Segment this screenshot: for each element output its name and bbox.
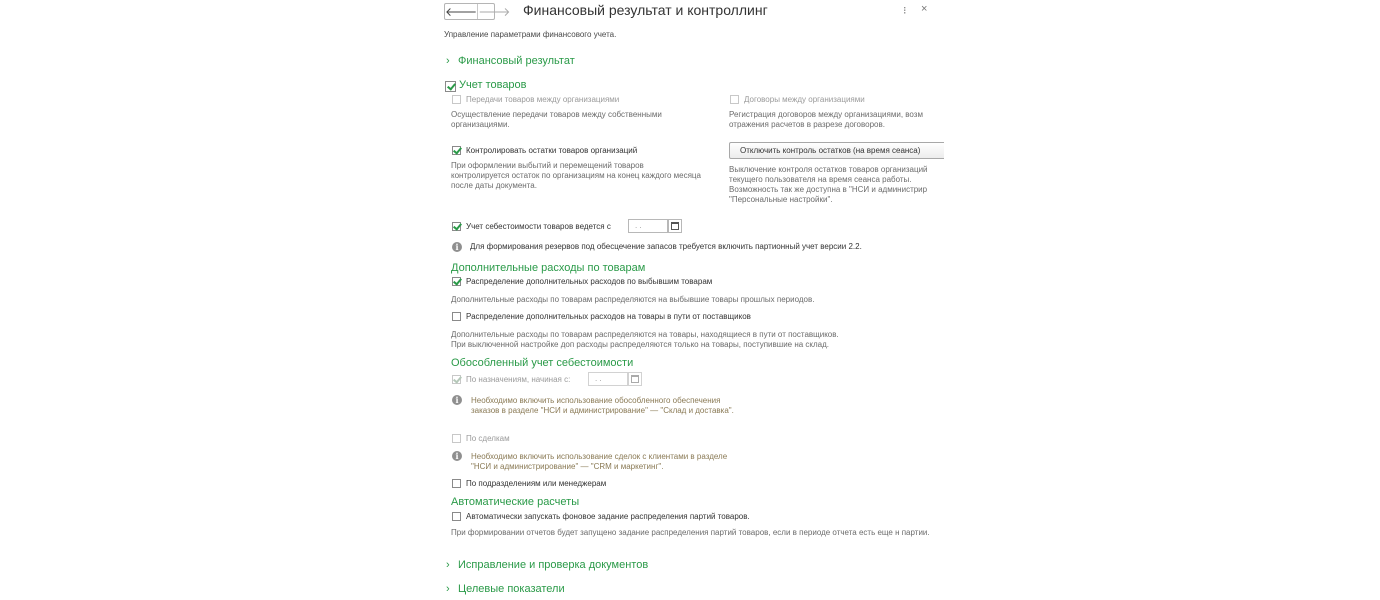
calendar-icon [631,375,639,383]
navigation-buttons [444,3,511,20]
reserves-info-text: Для формирования резервов под обесцечение запасов требуется включить партионный учет версии 2.2. [470,242,862,251]
calendar-button[interactable] [668,219,682,233]
by-departments-label: По подразделениям или менеджерам [466,479,607,488]
auto-calc-heading: Автоматические расчеты [451,496,580,508]
extra-costs-in-transit-checkbox[interactable] [452,312,461,321]
cost-accounting-date-input[interactable]: . . [628,219,668,233]
by-purpose-label: По назначениям, начиная с: [466,375,571,384]
chevron-right-icon: › [446,55,450,67]
arrow-right-icon: 🡒 [478,4,511,19]
by-deals-checkbox[interactable] [452,434,461,443]
auto-calc-label: Автоматически запускать фоновое задание распределения партий товаров. [466,512,750,521]
page-description: Управление параметрами финансового учета. [444,30,617,39]
info-icon: i [452,395,462,405]
contracts-note: Регистрация договоров между организациями, возм отражения расчетов в разрезе договоров. [729,110,923,129]
by-departments-checkbox[interactable] [452,479,461,488]
chevron-right-icon: › [446,583,450,595]
control-balances-checkbox[interactable] [452,146,461,155]
group-financial-result[interactable] [446,55,575,67]
extra-costs-written-off-checkbox[interactable] [452,277,461,286]
group-doc-correction[interactable] [446,559,648,571]
contracts-checkbox[interactable] [730,95,739,104]
contracts-label: Договоры между организациями [744,95,865,104]
auto-calc-checkbox[interactable] [452,512,461,521]
by-purpose-info-text: Необходимо включить использование обособленного обеспечения заказов в разделе "НСИ и администрирование" — "Склад и доставка". [471,396,734,415]
control-balances-label: Контролировать остатки товаров организаций [466,146,638,155]
transfer-goods-checkbox[interactable] [452,95,461,104]
page-title: Финансовый результат и контроллинг [523,2,768,18]
extra-costs-in-transit-note-1: Дополнительные расходы по товарам распределяются на товары, находящиеся в пути от поставщиков. [451,330,839,339]
group-targets-label: Целевые показатели [458,583,565,595]
info-icon: i [452,451,462,461]
extra-costs-in-transit-note-2: При выключенной настройке доп расходы распределяются только на товары, поступившие на склад. [451,340,830,349]
by-purpose-calendar-button[interactable] [628,372,642,386]
by-deals-label: По сделкам [466,434,510,443]
forward-button[interactable] [478,4,510,19]
extra-costs-in-transit-label: Распределение дополнительных расходов на товары в пути от поставщиков [466,312,751,321]
group-financial-result-label: Финансовый результат [458,55,575,67]
extra-costs-written-off-label: Распределение дополнительных расходов по выбывшим товарам [466,277,713,286]
transfer-goods-note: Осуществление передачи товаров между собственными организациями. [451,110,662,129]
goods-accounting-checkbox[interactable] [445,81,456,92]
chevron-right-icon: › [446,559,450,571]
disable-control-note: Выключение контроля остатков товаров организаций текущего пользователя на время сеанса работы. Возможность так же доступна в "НСИ и администрир "Персональные настройки". [729,165,928,204]
group-doc-correction-label: Исправление и проверка документов [458,559,649,571]
transfer-goods-label: Передачи товаров между организациями [466,95,620,104]
extra-costs-heading: Дополнительные расходы по товарам [451,262,646,274]
goods-accounting-heading: Учет товаров [459,79,527,91]
info-icon: i [452,242,462,252]
by-purpose-checkbox[interactable] [452,375,461,384]
arrow-left-icon: 🡐 [445,4,478,19]
separate-cost-heading: Обособленный учет себестоимости [451,357,634,369]
cost-accounting-label: Учет себестоимости товаров ведется с [466,222,611,231]
group-targets[interactable] [446,583,565,595]
settings-form [442,0,944,600]
disable-control-button[interactable]: Отключить контроль остатков (на время сеанса) [729,142,944,159]
more-menu-icon[interactable]: ⁝ [903,5,907,17]
close-icon[interactable]: × [921,3,928,15]
calendar-icon [671,222,679,230]
cost-accounting-checkbox[interactable] [452,222,461,231]
extra-costs-written-off-note: Дополнительные расходы по товарам распределяются на выбывшие товары прошлых периодов. [451,295,815,304]
control-balances-note: При оформлении выбытий и перемещений товаров контролируется остаток по организациям на конец каждого месяца после даты документа. [451,161,701,190]
back-button[interactable] [445,4,478,19]
by-deals-info-text: Необходимо включить использование сделок с клиентами в разделе "НСИ и администрирование" — "CRM и маркетинг". [471,452,728,471]
by-purpose-date-input[interactable]: . . [588,372,628,386]
auto-calc-note: При формировании отчетов будет запущено задание распределения партий товаров, если в периоде отчета есть еще н партии. [451,528,930,537]
